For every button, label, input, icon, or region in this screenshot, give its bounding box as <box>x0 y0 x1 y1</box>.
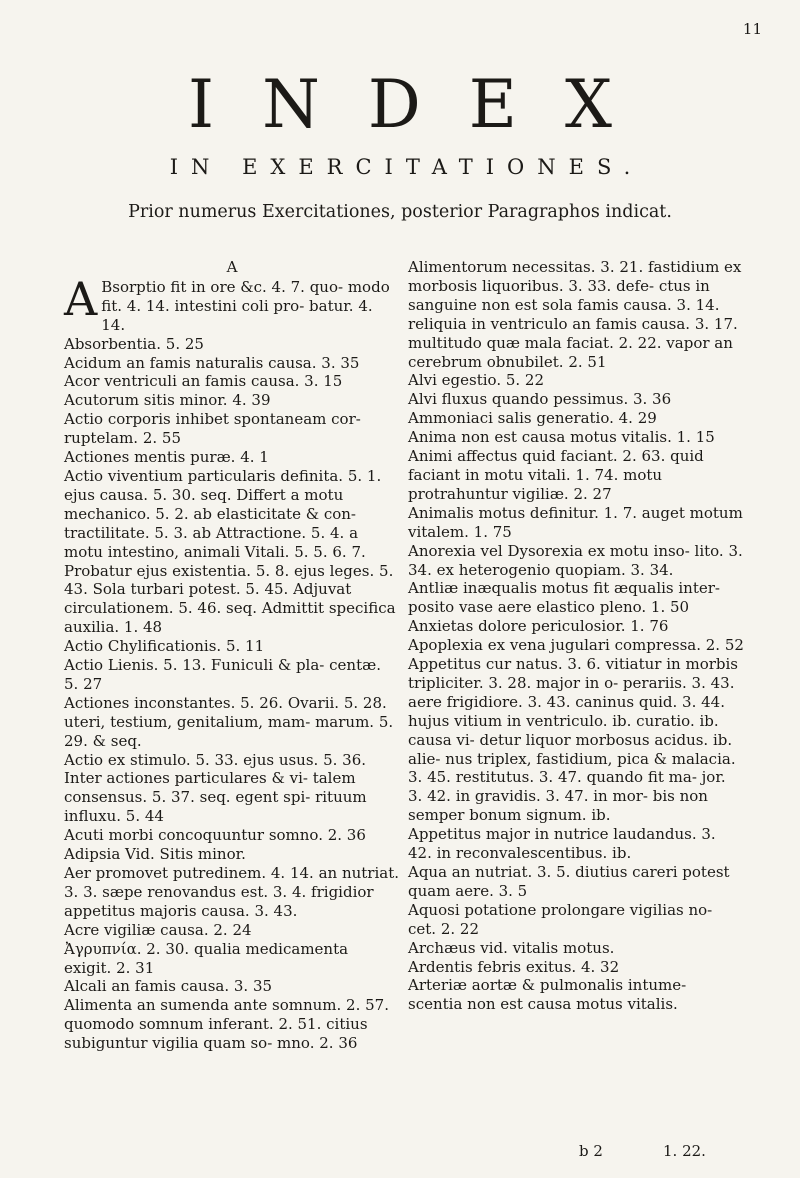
index-entry: Actiones inconstantes. 5. 26. Ovarii. 5. 28. uteri, testium, genitalium, mam- marum. 5. 29. & seq. <box>64 693 394 750</box>
index-entry: Actio corporis inhibet spontaneam cor- ruptelam. 2. 55 <box>64 410 361 448</box>
index-entry: Actio ex stimulo. 5. 33. ejus usus. 5. 36. Inter actiones particulares & vi- talem consensus. 5. 37. seq. egent spi- rituum influxu. 5. 44 <box>64 750 367 826</box>
index-entry: Anorexia vel Dysorexia ex motu inso- lito. 3. 34. ex heterogenio quopiam. 3. 34. <box>408 541 743 579</box>
index-entry: Actio Lienis. 5. 13. Funiculi & pla- centæ. 5. 27 <box>64 656 381 693</box>
index-entry: Anima non est causa motus vitalis. 1. 15 <box>408 428 715 447</box>
index-entry: Acor ventriculi an famis causa. 3. 15 <box>64 372 343 391</box>
index-entry: Appetitus cur natus. 3. 6. vitiatur in morbis tripliciter. 3. 28. major in o- perariis. 3. 43. aere frigidiore. 3. 43. caninus quid. 3. 44. hujus vitium in ventriculo. ib. curatio. ib. causa vi- detur liquor morbosus acidus. ib. alie- nus triplex, fastidium, pica & malacia. 3. 45. restitutus. 3. 47. quando fit ma- jor. 3. 42. in gravidis. 3. 47. in mor- bis non semper bonum signum. ib. <box>408 655 738 825</box>
index-entry: Alcali an famis causa. 3. 35 <box>64 977 273 996</box>
index-entry: Acutorum sitis minor. 4. 39 <box>64 391 271 410</box>
index-entry: Acidum an famis naturalis causa. 3. 35 <box>64 353 360 372</box>
index-entry: Animalis motus definitur. 1. 7. auget motum vitalem. 1. 75 <box>408 503 743 541</box>
index-entry: Alvi fluxus quando pessimus. 3. 36 <box>408 390 672 409</box>
index-entry: Archæus vid. vitalis motus. <box>408 938 615 957</box>
index-entry: Actio viventium particularis definita. 5. 1. ejus causa. 5. 30. seq. Differt a motu mechanico. 5. 2. ab elasticitate & con- tractilitate. 5. 3. ab Attractione. 5. 4. a motu intestino, animali Vitali. 5. 5. 6. 7. Probatur ejus existentia. 5. 8. ejus leges. 5. 43. Sola turbari potest. 5. 45. Adjuvat circulationem. 5. 46. seq. Admittit specifica auxilia. 1. 48 <box>64 466 396 637</box>
index-entry: Aquosi potatione prolongare vigilias no- cet. 2. 22 <box>408 900 713 938</box>
index-entry: ABsorptio fit in ore &c. 4. 7. quo- modo fit. 4. 14. intestini coli pro- batur. 4. 14. <box>64 271 390 334</box>
index-entry: Ἀγρυπνία. 2. 30. qualia medicamenta exigit. 2. 31 <box>64 939 349 977</box>
index-entry: Appetitus major in nutrice laudandus. 3. 42. in reconvalescentibus. ib. <box>408 825 716 863</box>
index-entry: Acuti morbi concoquuntur somno. 2. 36 <box>64 826 366 845</box>
left-column <box>64 258 400 1053</box>
index-entry: Alimentorum necessitas. 3. 21. fastidium ex morbosis liquoribus. 3. 33. defe- ctus in sanguine non est sola famis causa. 3. 14. reliquia in ventriculo an famis causa. 3. 17. multitudo quæ mala faciat. 2. 22. vapor an cerebrum obnubilet. 2. 51 <box>408 258 742 371</box>
index-entry: Alimenta an sumenda ante somnum. 2. 57. quomodo somnum inferant. 2. 51. citius subiguntur vigilia quam so- mno. 2. 36 <box>64 996 389 1053</box>
catchword: 1. 22. <box>663 1142 706 1160</box>
index-entry: Ammoniaci salis generatio. 4. 29 <box>408 409 657 428</box>
index-entry: Acre vigiliæ causa. 2. 24 <box>64 920 252 939</box>
index-entry: Apoplexia ex vena jugulari compressa. 2. 52 <box>408 636 744 655</box>
right-column <box>408 258 744 1014</box>
page-number: 11 <box>742 20 762 38</box>
index-entry: Antliæ inæqualis motus fit æqualis inter- posito vase aere elastico pleno. 1. 50 <box>408 579 720 617</box>
index-entry: Alvi egestio. 5. 22 <box>408 371 545 390</box>
signature-mark: b 2 <box>579 1142 603 1160</box>
section-letter: A <box>226 258 238 276</box>
index-entry: Ardentis febris exitus. 4. 32 <box>408 957 620 976</box>
index-entry: Actio Chylificationis. 5. 11 <box>64 637 265 656</box>
index-entry: Aer promovet putredinem. 4. 14. an nutriat. 3. 3. sæpe renovandus est. 3. 4. frigidior appetitus majoris causa. 3. 43. <box>64 864 400 920</box>
index-entry: Anxietas dolore periculosior. 1. 76 <box>408 617 669 636</box>
index-entry: Aqua an nutriat. 3. 5. diutius careri potest quam aere. 3. 5 <box>408 863 730 900</box>
index-note: Prior numerus Exercitationes, posterior Paragraphos indicat. <box>128 202 672 222</box>
index-entry: Adipsia Vid. Sitis minor. <box>64 845 246 864</box>
index-entry: Arteriæ aortæ & pulmonalis intume- scentia non est causa motus vitalis. <box>408 976 687 1014</box>
index-entry: Actiones mentis puræ. 4. 1 <box>64 448 269 467</box>
page-title: INDEX <box>188 66 660 143</box>
index-entry: Animi affectus quid faciant. 2. 63. quid faciant in motu vitali. 1. 74. motu protrahuntur vigiliæ. 2. 27 <box>408 447 704 503</box>
index-entry: Absorbentia. 5. 25 <box>64 334 204 353</box>
page-subtitle: IN EXERCITATIONES. <box>169 155 644 179</box>
